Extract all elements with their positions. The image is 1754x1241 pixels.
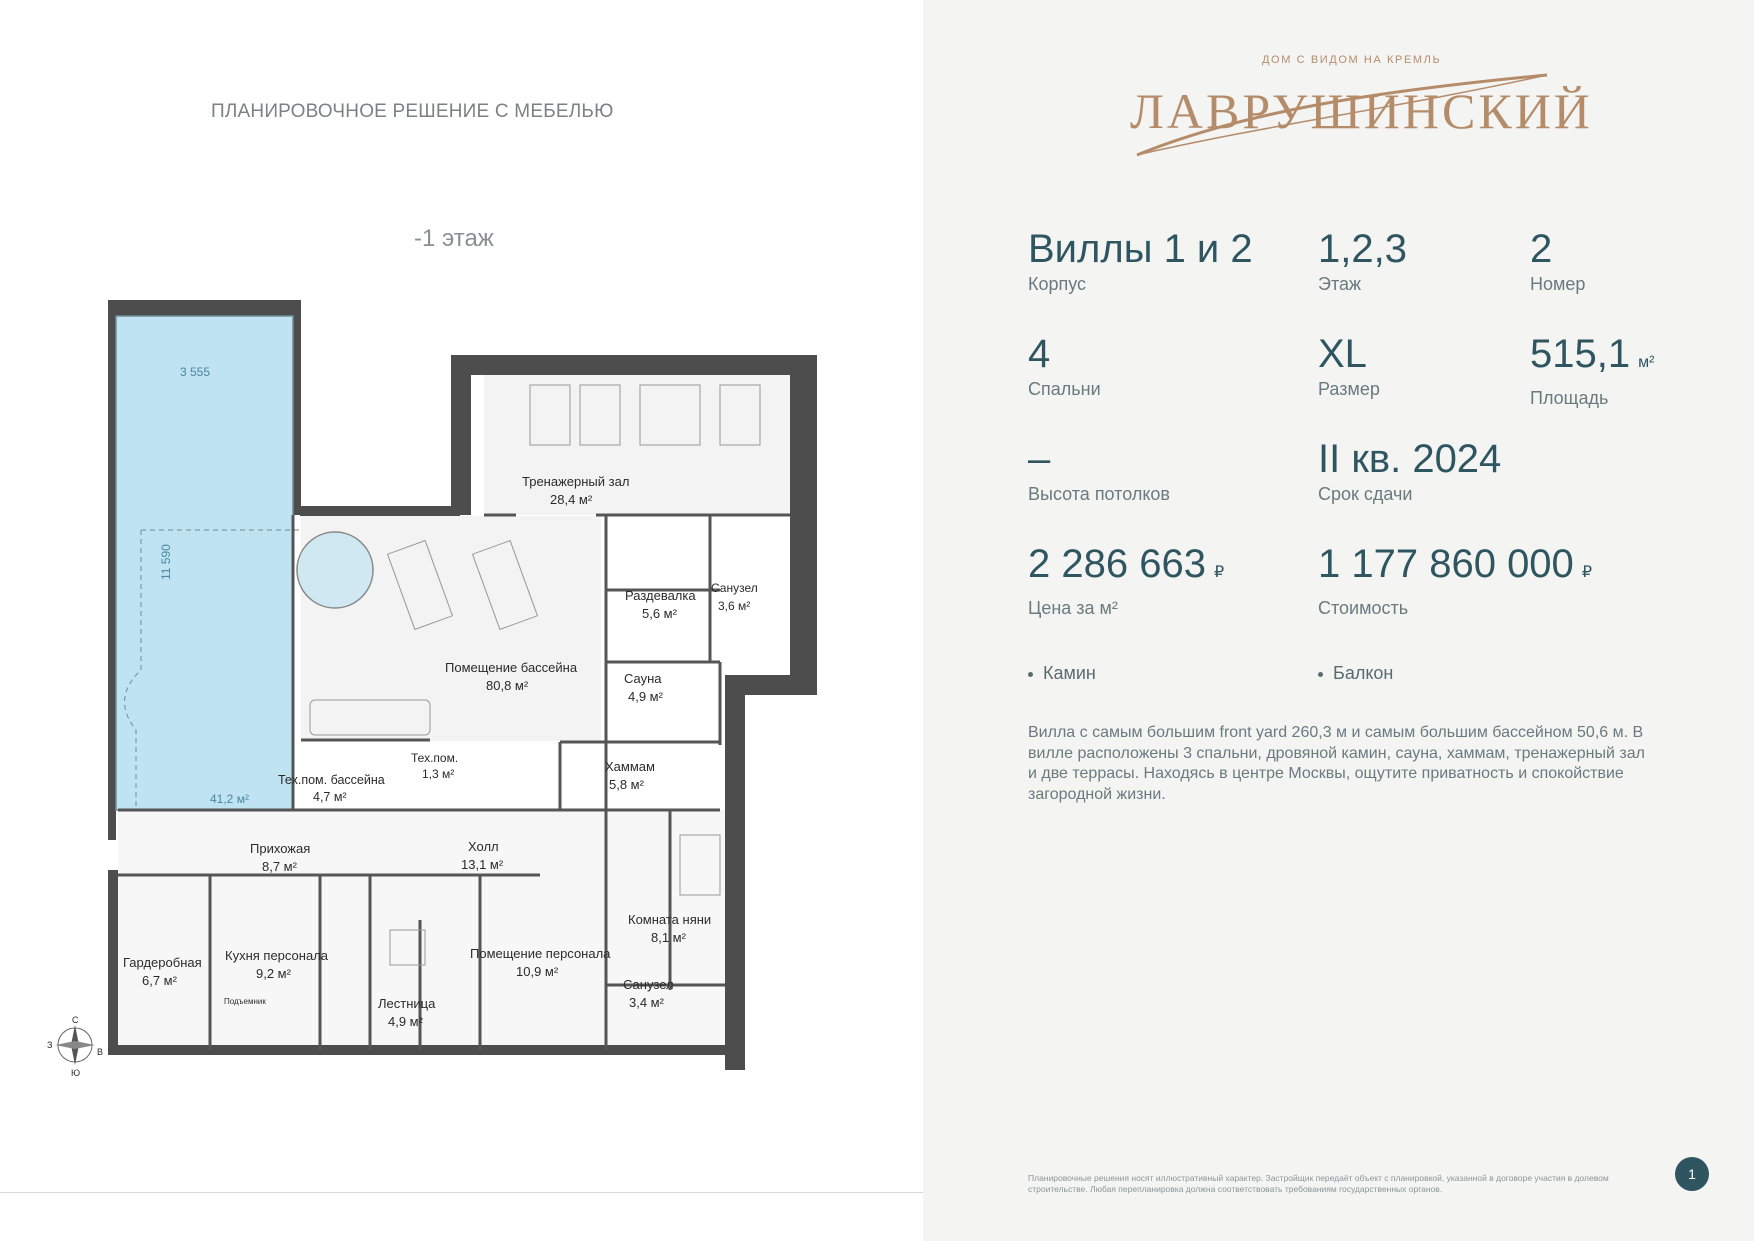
feature-fireplace <box>1028 663 1096 684</box>
room-wc2-area: 3,4 м² <box>629 995 664 1010</box>
room-staff-kitchen: Кухня персонала <box>225 948 329 963</box>
room-wc1-area: 3,6 м² <box>718 599 751 613</box>
stat-price-per-m-unit: ₽ <box>1213 564 1225 581</box>
room-tech: Тех.пом. <box>411 751 459 765</box>
room-gym-area: 28,4 м² <box>550 492 593 507</box>
stat-building-value: Виллы 1 и 2 <box>1028 227 1253 271</box>
room-changing-area: 5,6 м² <box>642 606 677 621</box>
stat-floor <box>1318 226 1407 296</box>
feature-balcony-label: Балкон <box>1333 663 1394 683</box>
stat-price-per-m-value: 2 286 663 <box>1028 542 1206 586</box>
lift-label: Подъемник <box>224 997 266 1006</box>
stat-delivery <box>1318 436 1501 506</box>
room-hammam-area: 5,8 м² <box>609 777 644 792</box>
bullet-icon <box>1318 672 1323 677</box>
room-gym: Тренажерный зал <box>522 474 630 489</box>
stat-building-label: Корпус <box>1028 274 1087 294</box>
room-pool-tech: Тех.пом. бассейна <box>278 773 385 787</box>
room-sauna-area: 4,9 м² <box>628 689 663 704</box>
stat-price-per-m-label: Цена за м² <box>1028 598 1118 618</box>
stat-floor-label: Этаж <box>1318 274 1362 294</box>
room-nanny-area: 8,1 м² <box>651 930 686 945</box>
stat-number-label: Номер <box>1530 274 1586 294</box>
stat-ceiling <box>1028 436 1170 506</box>
room-changing: Раздевалка <box>625 588 696 603</box>
logo-name: ЛАВРУШИНСКИЙ <box>1130 83 1593 139</box>
pool-length-dim: 11 590 <box>159 544 173 580</box>
room-stairs-area: 4,9 м² <box>388 1014 423 1029</box>
stat-total-price-unit: ₽ <box>1581 564 1592 581</box>
pool-area: 41,2 м² <box>210 792 249 806</box>
logo-tagline: ДОМ С ВИДОМ НА КРЕМЛЬ <box>1262 54 1442 66</box>
room-pool-tech-area: 4,7 м² <box>313 790 347 804</box>
stat-number <box>1530 226 1585 296</box>
stat-ceiling-value: – <box>1028 437 1051 481</box>
stat-price-per-m <box>1028 541 1224 620</box>
compass-s: Ю <box>71 1068 81 1078</box>
description: Вилла с самым большим front yard 260,3 м и самым большим бассейном 50,6 м. В вилле расположены 3 спальни, дровяной камин, сауна, хаммам, тренажерный зал и две террасы. Находясь в центре Москвы, ощутите приватность и спокойствие загородной жизни. <box>1028 724 1645 803</box>
room-wc2: Санузел <box>623 977 674 992</box>
room-staff-area: 10,9 м² <box>516 964 559 979</box>
room-stairs: Лестница <box>378 996 436 1011</box>
room-wardrobe: Гардеробная <box>123 955 202 970</box>
stat-size-label: Размер <box>1318 379 1380 399</box>
disclaimer: Планировочные решения носят иллюстративный характер. Застройщик передаёт объект с планировкой, указанной в договоре участия в долевом строительстве. Любая перепланировка должна соответствовать требованиям государственных органов. <box>1028 1173 1609 1194</box>
room-sauna: Сауна <box>624 671 662 686</box>
stat-total-price <box>1318 541 1592 620</box>
page-number: 1 <box>1675 1157 1709 1191</box>
stat-total-price-label: Стоимость <box>1318 598 1409 618</box>
compass-e: В <box>97 1047 104 1057</box>
room-nanny: Комната няни <box>628 912 712 927</box>
room-pool-hall: Помещение бассейна <box>445 660 578 675</box>
room-hall: Холл <box>468 839 499 854</box>
compass-w: З <box>47 1040 53 1050</box>
feature-fireplace-label: Камин <box>1043 663 1096 683</box>
stat-number-value: 2 <box>1530 227 1553 271</box>
room-hammam: Хаммам <box>605 759 655 774</box>
stat-delivery-label: Срок сдачи <box>1318 484 1413 504</box>
info-panel <box>923 0 1754 1241</box>
room-wc1: Санузел <box>711 581 758 595</box>
floor-label: -1 этаж <box>414 225 494 252</box>
stat-area-label: Площадь <box>1530 388 1609 408</box>
divider <box>0 1192 923 1193</box>
stat-bedrooms-value: 4 <box>1028 332 1051 376</box>
stat-bedrooms <box>1028 331 1101 401</box>
room-tech-area: 1,3 м² <box>422 767 455 781</box>
room-hall-area: 13,1 м² <box>461 857 504 872</box>
stat-delivery-value: II кв. 2024 <box>1318 437 1502 481</box>
room-hallway-area: 8,7 м² <box>262 859 297 874</box>
stat-total-price-value: 1 177 860 000 <box>1318 542 1574 586</box>
stat-bedrooms-label: Спальни <box>1028 379 1101 399</box>
compass-n: С <box>72 1015 79 1025</box>
bullet-icon <box>1028 672 1033 677</box>
room-staff-kitchen-area: 9,2 м² <box>256 966 291 981</box>
stat-ceiling-label: Высота потолков <box>1028 484 1170 504</box>
plan-heading: ПЛАНИРОВОЧНОЕ РЕШЕНИЕ С МЕБЕЛЬЮ <box>211 101 614 122</box>
floor-plan <box>47 290 830 1090</box>
stat-area <box>1530 331 1654 410</box>
stat-size-value: XL <box>1318 332 1367 376</box>
room-hallway: Прихожая <box>250 841 311 856</box>
stat-area-value: 515,1 <box>1530 332 1631 376</box>
room-pool-hall-area: 80,8 м² <box>486 678 529 693</box>
room-staff: Помещение персонала <box>470 946 611 961</box>
stat-size <box>1318 331 1380 401</box>
stat-area-unit: м² <box>1638 354 1655 371</box>
room-wardrobe-area: 6,7 м² <box>142 973 177 988</box>
pool-width-dim: 3 555 <box>180 365 211 379</box>
stat-building <box>1028 226 1253 296</box>
feature-balcony <box>1318 663 1393 684</box>
stat-floor-value: 1,2,3 <box>1318 227 1407 271</box>
